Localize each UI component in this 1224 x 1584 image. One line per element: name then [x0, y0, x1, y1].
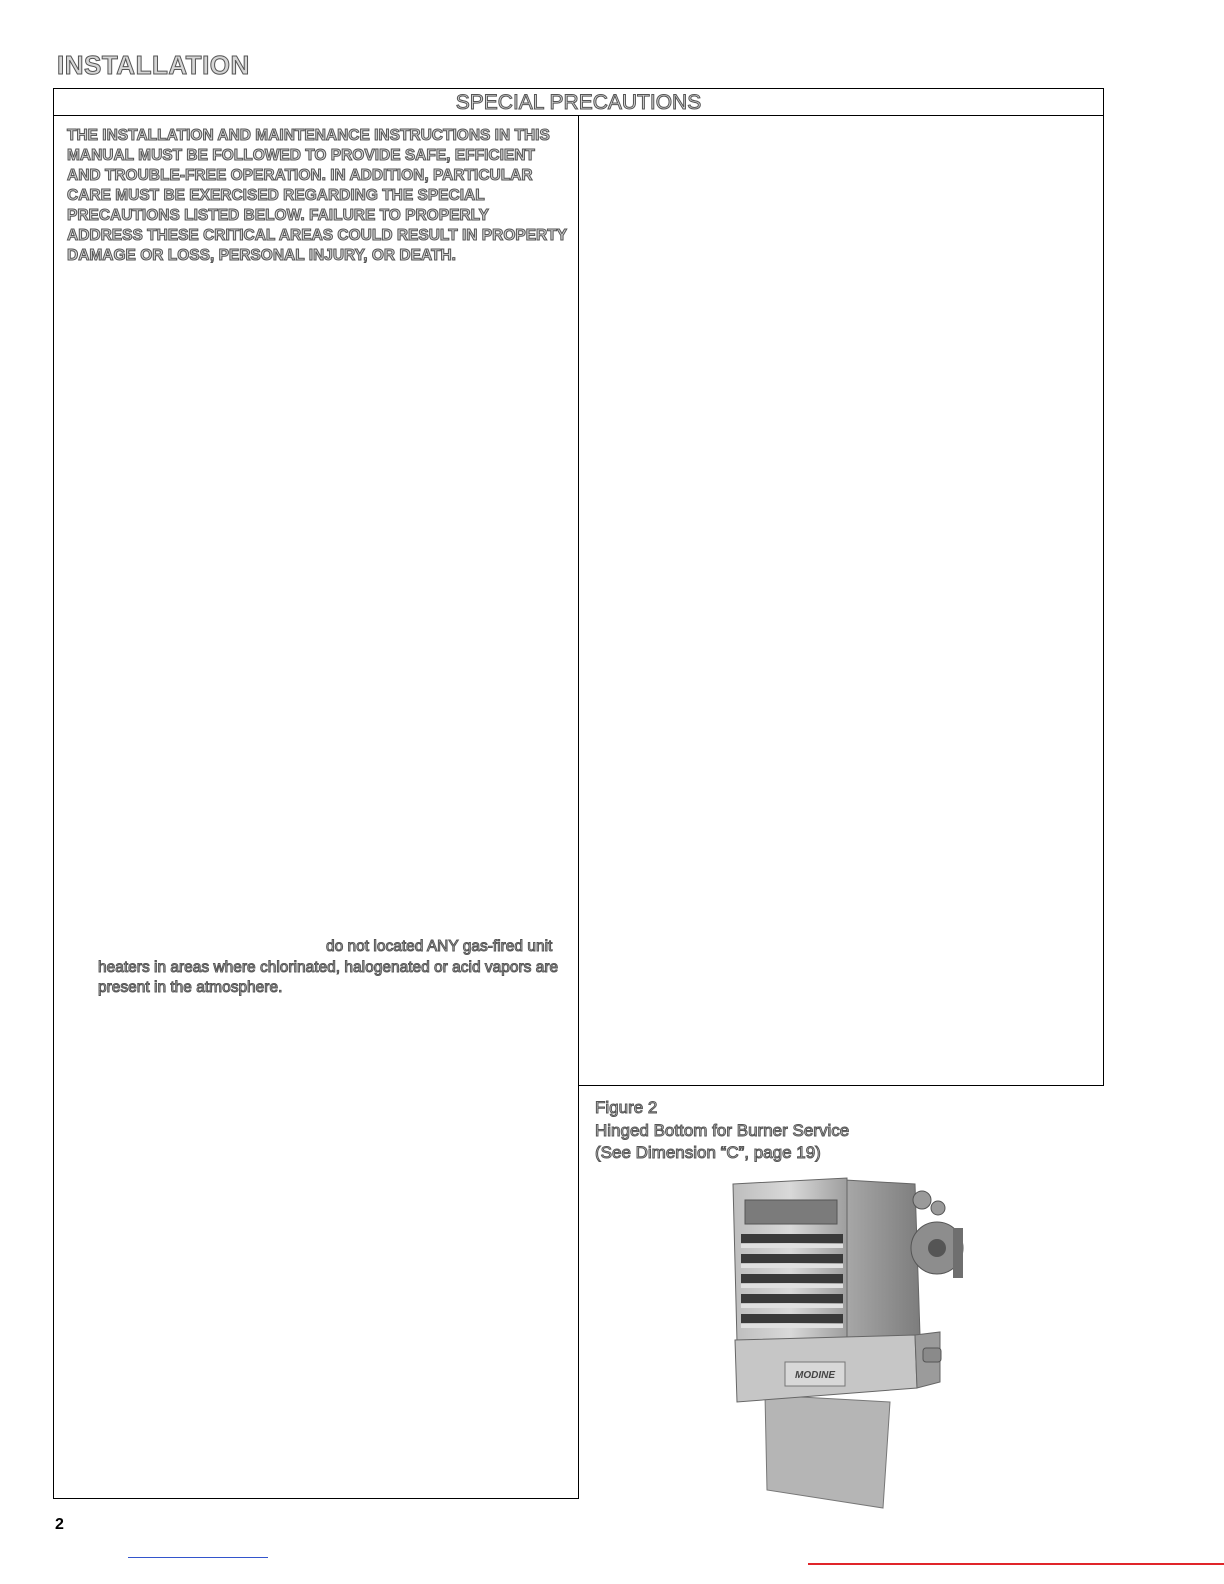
precautions-header: SPECIAL PRECAUTIONS [455, 91, 702, 114]
page-number: 2 [55, 1516, 64, 1533]
precautions-warning-item: do not located ANY gas-fired unit heaters in areas where chlorinated, halogenated or acid vapors are present in the atmosphere. [98, 938, 559, 996]
footer-link-rule[interactable] [128, 1557, 268, 1558]
figure-caption [595, 1097, 849, 1165]
precautions-header-frame [53, 88, 1104, 116]
figure-number: Figure 2 [595, 1098, 658, 1117]
section-title: INSTALLATION [57, 50, 250, 80]
brand-badge: MODINE [795, 1370, 835, 1381]
precautions-right-column [578, 116, 1104, 1086]
figure-note: (See Dimension “C”, page 19) [595, 1143, 821, 1162]
figure-title: Hinged Bottom for Burner Service [595, 1120, 850, 1140]
footer-red-rule [808, 1563, 1224, 1565]
unit-heater-photo-icon [715, 1170, 975, 1510]
precautions-left-column [53, 116, 579, 1499]
precautions-intro: THE INSTALLATION AND MAINTENANCE INSTRUCTIONS IN THIS MANUAL MUST BE FOLLOWED TO PROVIDE SAFE, EFFICIENT AND TROUBLE-FREE OPERATION. IN ADDITION, PARTICULAR CARE MUST BE EXERCISED REGARDING THE SPECIAL PRECAUTIONS LISTED BELOW. FAILURE TO PROPERLY ADDRESS THESE CRITICAL AREAS COULD RESULT IN PROPERTY DAMAGE OR LOSS, PERSONAL INJURY, OR DEATH. [67, 127, 567, 264]
hinged-bottom-panel [765, 1395, 890, 1508]
